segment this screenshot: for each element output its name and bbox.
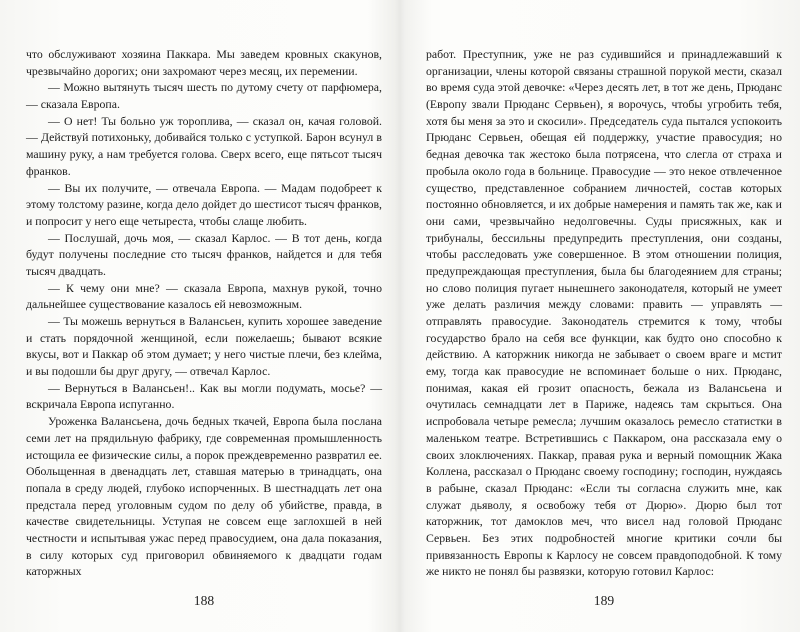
page-number-left: 188 — [193, 593, 215, 608]
paragraph: — Вы их получите, — отвечала Европа. — Мадам подобреет к этому толстому разине, когда дело дойдет до шестисот тысяч франков, и попросит у него еще четыреста, чтобы слаще любить. — [26, 180, 382, 228]
right-page-text — [426, 46, 782, 580]
paragraph: Уроженка Валансьена, дочь бедных ткачей, Европа была послана семи лет на прядильную фабрику, где современная промышленность истощила ее физические силы, а порок преждевременно развратил ее. Обольщенная в двенадцать лет, ставшая матерью в тринадцать, она попала в среду людей, глубоко испорченных. В шестнадцать лет она предстала перед уголовным судом по делу об убийстве, правда, в качестве свидетельницы. Уступая не совсем еще заглохшей в ней честности и испытывая ужас перед правосудием, она дала показания, в силу которых суд приговорил обвиняемого к двадцати годам каторжных — [26, 414, 382, 579]
paragraph: что обслуживают хозяина Паккара. Мы заведем кровных скакунов, чрезвычайно дорогих; они захромают через месяц, их перемении. — [26, 47, 382, 78]
paragraph: — Вернуться в Валансьен!.. Как вы могли подумать, мосье? — вскричала Европа испуганно. — [26, 380, 382, 412]
left-page-text — [26, 46, 382, 580]
page-number-right: 189 — [593, 593, 615, 608]
paragraph: — О нет! Ты больно уж торопливa, — сказал он, качая головой. — Действуй потихоньку, добивайся только с уступкой. Барон всунул в машину руку, а нам требуется голова. Сверх всего, еще пятьсот тысяч франков. — [26, 113, 382, 178]
right-page — [426, 46, 782, 580]
paragraph: — К чему они мне? — сказала Европа, махнув рукой, точно дальнейшее существование казалось ей невозможным. — [26, 280, 382, 312]
left-page — [26, 46, 382, 580]
paragraph: — Можно вытянуть тысяч шесть по дутому счету от парфюмера, — сказала Европа. — [26, 80, 382, 112]
paragraph: работ. Преступник, уже не раз судившийся и принадлежавший к организации, члены которой связаны страшной порукой мести, сказал во время суда этой девочке: «Через десять лет, в тот же день, Прюданс (Европу звали Прюданс Сервьен), я ворочусь, чтобы угробить тебя, хотя бы меня за это и скосили». Председатель суда пытался успокоить Прюданс Сервьен, обещая ей поддержку, участие правосудия; но бедная девочка так жестоко была потрясена, что слегла от страха и пробыла около года в больнице. Правосудие — это некое отвлеченное существо, представленное собранием личностей, состав которых постоянно обновляется, и их добрые намерения и память так же, как и они сами, чрезвычайно недолговечны. Суды присяжных, как и трибуналы, бессильны предупредить преступления, они созданы, чтобы расследовать уже совершенное. В этом отношении полиция, предупреждающая преступления, была бы благодеянием для страны; но слово полиция пугает нынешнего законодателя, который не умеет уже делать различия между словами: править — управлять — отправлять правосудие. Законодатель стремится к тому, чтобы государство брало на себя все функции, как будто оно способно к действию. А каторжник никогда не забывает о своем враге и мстит ему, тогда как правосудие не вспоминает больше о них. Прюданс, понимая, какая ей грозит опасность, бежала из Валансьена и очутилась семнадцати лет в Париже, надеясь там скрыться. Она испробовала четыре ремесла; лучшим оказалось ремесло статистки в маленьком театре. Встретившись с Паккаром, она рассказала ему о своих злоключениях. Паккар, правая рука и верный помощник Жака Коллена, рассказал о Прюданс своему господину; господин, нуждаясь в рабыне, сказал Прюданс: «Если ты согласна служить мне, как служат дьяволу, я освобожу тебя от Дюрю». Дюрю был тот каторжник, тот дамоклов меч, что висел над головой Прюданс Сервьен. Без этих подробностей многие критики сочли бы привязанность Европы к Карлосу не совсем правдоподобной. К тому же никто не понял бы развязки, которую готовил Карлос: — [426, 47, 782, 579]
paragraph: — Ты можешь вернуться в Валансьен, купить хорошее заведение и стать порядочной женщиной, если пожелаешь; бывают всякие вкусы, вот и Паккар об этом думает; у него чистые плечи, без клейма, и вы подошли бы друг другу, — отвечал Карлос. — [26, 314, 382, 379]
paragraph: — Послушай, дочь моя, — сказал Карлос. — В тот день, когда будут получены последние сто тысяч франков, найдется и для тебя тысяч двадцать. — [26, 230, 382, 278]
